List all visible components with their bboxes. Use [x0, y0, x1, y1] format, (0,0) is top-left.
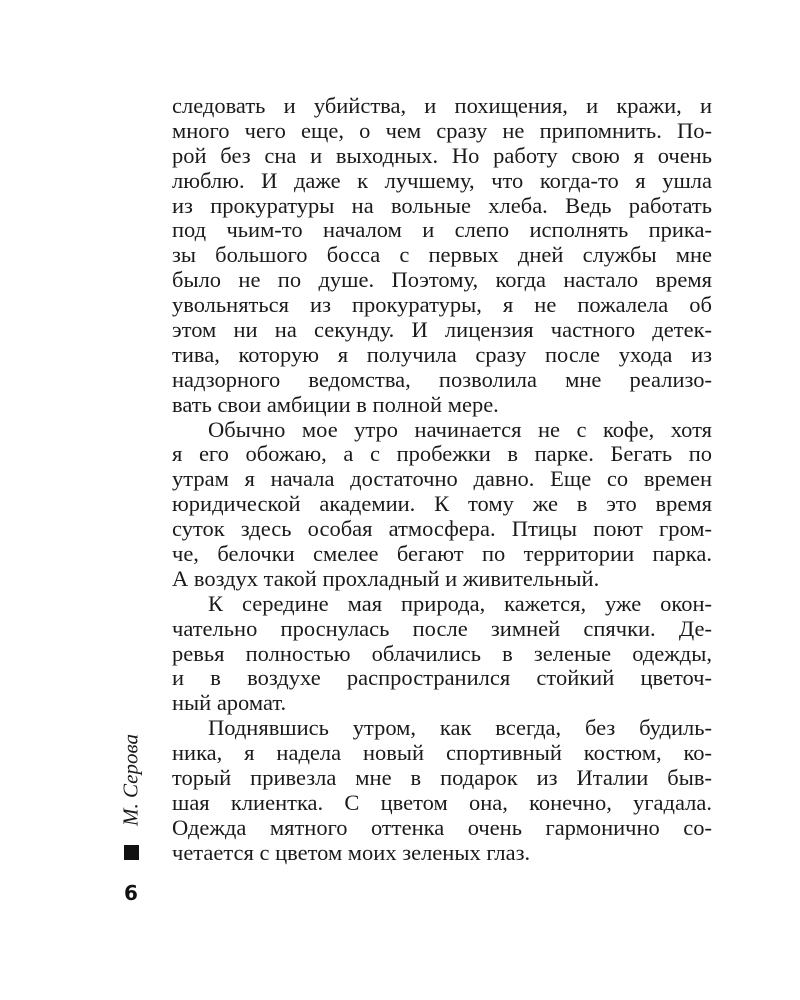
text-line: ника, я надела новый спортивный костюм, ко-	[172, 740, 712, 766]
text-line: Одежда мятного оттенка очень гармонично со-	[172, 814, 712, 840]
text-line: увольняться из прокуратуры, я не пожалела об	[172, 292, 712, 318]
paragraph	[172, 592, 712, 716]
paragraph	[172, 418, 712, 592]
text-line: было не по душе. Поэтому, когда настало время	[172, 267, 712, 293]
text-line: люблю. И даже к лучшему, что когда-то я ушла	[172, 167, 712, 193]
text-line: много чего еще, о чем сразу не припомнить. По-	[172, 117, 712, 143]
text-line: че, белочки смелее бегают по территории парка.	[172, 541, 712, 567]
text-line: Обычно мое утро начинается не с кофе, хотя	[208, 416, 712, 442]
text-line: вать свои амбиции в полной мере.	[172, 391, 499, 417]
text-line: я его обожаю, а с пробежки в парке. Бегать по	[172, 441, 712, 467]
page-number: 6	[124, 881, 138, 905]
text-line: К середине мая природа, кажется, уже окон-	[208, 590, 712, 616]
text-line: зы большого босса с первых дней службы мне	[172, 242, 712, 268]
text-line: торый привезла мне в подарок из Италии быв-	[172, 765, 712, 791]
text-line: Поднявшись утром, как всегда, без будиль-	[208, 715, 712, 741]
text-line: и в воздухе распространился стойкий цветоч-	[172, 665, 712, 691]
text-line: ный аромат.	[172, 690, 287, 716]
text-line: ревья полностью облачились в зеленые одежды,	[172, 640, 712, 666]
text-line: надзорного ведомства, позволила мне реализо-	[172, 366, 712, 392]
text-line: А воздух такой прохладный и живительный.	[172, 565, 600, 591]
text-line: этом ни на секунду. И лицензия частного детек-	[172, 317, 712, 343]
text-line: следовать и убийства, и похищения, и кражи, и	[172, 93, 712, 118]
paragraph	[172, 716, 712, 865]
text-line: суток здесь особая атмосфера. Птицы поют гром-	[172, 516, 712, 542]
text-line: тива, которую я получила сразу после ухода из	[172, 341, 712, 367]
text-line: юридической академии. К тому же в это время	[172, 491, 712, 517]
running-head-author: М. Серова	[118, 734, 143, 826]
text-line: утрам я начала достаточно давно. Еще со времен	[172, 466, 712, 492]
paragraph	[172, 94, 712, 418]
text-line: из прокуратуры на вольные хлеба. Ведь работать	[172, 192, 712, 218]
text-line: четается с цветом моих зеленых глаз.	[172, 839, 531, 865]
text-line: рой без сна и выходных. Но работу свою я очень	[172, 142, 712, 168]
text-line: шая клиентка. С цветом она, конечно, угадала.	[172, 789, 712, 815]
text-line: под чьим-то началом и слепо исполнять прика-	[172, 217, 712, 243]
text-line: чательно проснулась после зимней спячки. Де-	[172, 615, 712, 641]
running-head-square-marker	[124, 845, 139, 860]
body-text	[172, 94, 712, 866]
